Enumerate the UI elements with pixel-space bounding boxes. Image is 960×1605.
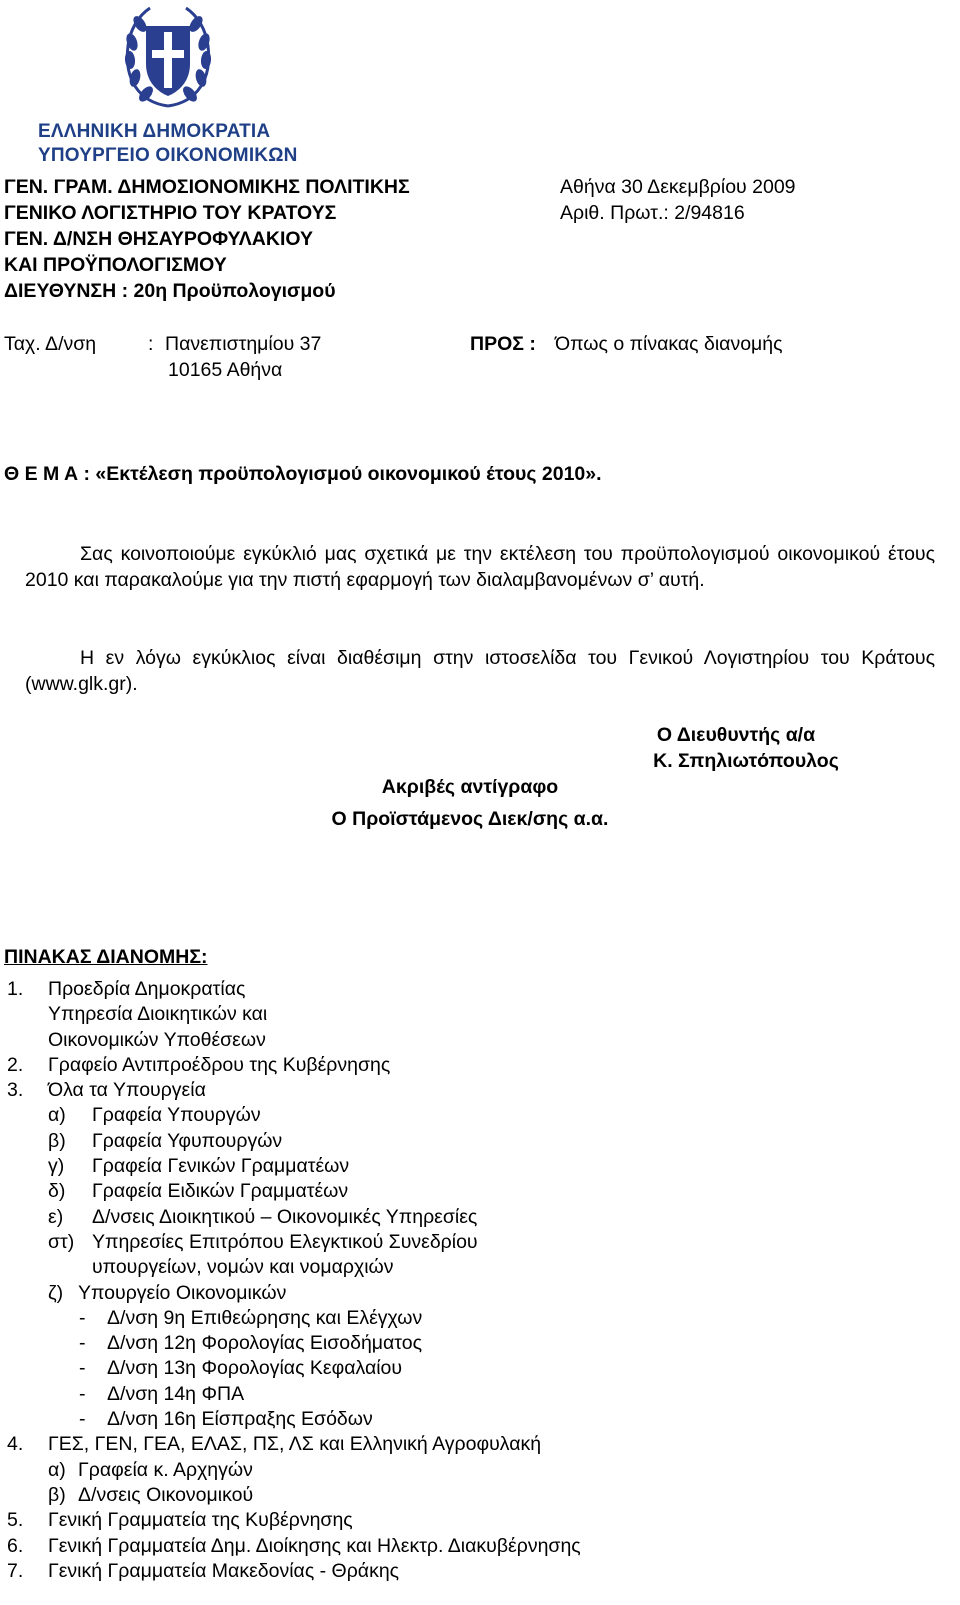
list-item: ε) Δ/νσεις Διοικητικού – Οικονομικές Υπηρεσίες <box>48 1205 478 1228</box>
list-item: Υπηρεσία Διοικητικών και <box>48 1003 268 1026</box>
list-item: - Δ/νση 14η ΦΠΑ <box>79 1382 245 1405</box>
org-line-4: ΚΑΙ ΠΡΟΫΠΟΛΟΓΙΣΜΟΥ <box>4 254 227 276</box>
address-street: Πανεπιστημίου 37 <box>165 333 322 355</box>
list-item: 3. Όλα τα Υπουργεία <box>7 1079 206 1102</box>
list-item: 7. Γενική Γραμματεία Μακεδονίας - Θράκης <box>7 1559 400 1582</box>
list-item: 5. Γενική Γραμματεία της Κυβέρνησης <box>7 1509 353 1532</box>
signature-name: Κ. Σπηλιωτόπουλος <box>653 750 839 772</box>
list-item: - Δ/νση 9η Επιθεώρησης και Ελέγχων <box>79 1306 423 1329</box>
list-item: - Δ/νση 16η Είσπραξης Εσόδων <box>79 1408 373 1431</box>
address-city: 10165 Αθήνα <box>168 359 283 381</box>
body-paragraph-2: Η εν λόγω εγκύκλιος είναι διαθέσιμη στην ιστοσελίδα του Γενικού Λογιστηρίου του Κράτους (www.glk.gr). <box>25 647 935 695</box>
certified-copy: Ακριβές αντίγραφο <box>381 776 559 798</box>
body-paragraph-1: Σας κοινοποιούμε εγκύκλιό μας σχετικά με την εκτέλεση του προϋπολογισμού οικονομικού έτους 2010 και παρακαλούμε για την πιστή εφαρμογή των διαλαμβανομένων σ’ αυτή. <box>25 543 935 591</box>
distribution-list <box>7 977 925 1584</box>
document-date: Αθήνα 30 Δεκεμβρίου 2009 <box>560 176 796 198</box>
recipient-value: Όπως ο πίνακας διανομής <box>555 333 783 355</box>
org-line-5: ΔΙΕΥΘΥΝΣΗ : 20η Προϋπολογισμού <box>4 280 336 302</box>
department-head: Ο Προϊστάμενος Διεκ/σης α.α. <box>331 808 609 830</box>
list-item: δ) Γραφεία Ειδικών Γραμματέων <box>48 1180 349 1203</box>
org-line-2: ΓΕΝΙΚΟ ΛΟΓΙΣΤΗΡΙΟ ΤΟΥ ΚΡΑΤΟΥΣ <box>4 202 337 224</box>
list-item: β) Γραφεία Υφυπουργών <box>48 1129 283 1152</box>
list-item: α) Γραφεία Υπουργών <box>48 1104 261 1127</box>
recipient-label: ΠΡΟΣ : <box>470 333 536 355</box>
address-separator: : <box>148 333 154 355</box>
list-item: 4. ΓΕΣ, ΓΕΝ, ΓΕΑ, ΕΛΑΣ, ΠΣ, ΛΣ και Ελληνική Αγροφυλακή <box>7 1433 542 1456</box>
coat-of-arms-icon <box>120 2 216 114</box>
list-item: στ) Υπηρεσίες Επιτρόπου Ελεγκτικού Συνεδρίου <box>48 1230 478 1253</box>
list-item: β) Δ/νσεις Οικονομικού <box>48 1483 254 1506</box>
org-line-1: ΓΕΝ. ΓΡΑΜ. ΔΗΜΟΣΙΟΝΟΜΙΚΗΣ ΠΟΛΙΤΙΚΗΣ <box>4 176 410 198</box>
protocol-number: Αριθ. Πρωτ.: 2/94816 <box>560 202 745 224</box>
distribution-heading: ΠΙΝΑΚΑΣ ΔΙΑΝΟΜΗΣ: <box>4 946 208 968</box>
address-label: Ταχ. Δ/νση <box>4 333 97 355</box>
list-item: ζ) Υπουργείο Οικονομικών <box>48 1281 287 1304</box>
list-item: 2. Γραφείο Αντιπροέδρου της Κυβέρνησης <box>7 1053 391 1076</box>
list-item: α) Γραφεία κ. Αρχηγών <box>48 1458 253 1481</box>
org-line-3: ΓΕΝ. Δ/ΝΣΗ ΘΗΣΑΥΡΟΦΥΛΑΚΙΟΥ <box>4 228 314 250</box>
list-item: - Δ/νση 12η Φορολογίας Εισοδήματος <box>79 1332 422 1355</box>
list-item: γ) Γραφεία Γενικών Γραμματέων <box>48 1155 350 1178</box>
subject-line: Θ Ε Μ Α : «Εκτέλεση προϋπολογισμού οικονομικού έτους 2010». <box>4 463 602 485</box>
list-item: 1. Προεδρία Δημοκρατίας <box>7 978 246 1000</box>
list-item: - Δ/νση 13η Φορολογίας Κεφαλαίου <box>79 1357 403 1380</box>
signature-title: Ο Διευθυντής α/α <box>656 724 816 746</box>
logo-line-1: ΕΛΛΗΝΙΚΗ ΔΗΜΟΚΡΑΤΙΑ <box>38 121 271 142</box>
list-item: Οικονομικών Υποθέσεων <box>48 1028 266 1051</box>
ministry-logo <box>20 0 310 170</box>
list-item: 6. Γενική Γραμματεία Δημ. Διοίκησης και Ηλεκτρ. Διακυβέρνησης <box>7 1534 581 1557</box>
logo-line-2: ΥΠΟΥΡΓΕΙΟ ΟΙΚΟΝΟΜΙΚΩΝ <box>38 145 298 166</box>
list-item: υπουργείων, νομών και νομαρχιών <box>92 1256 394 1279</box>
